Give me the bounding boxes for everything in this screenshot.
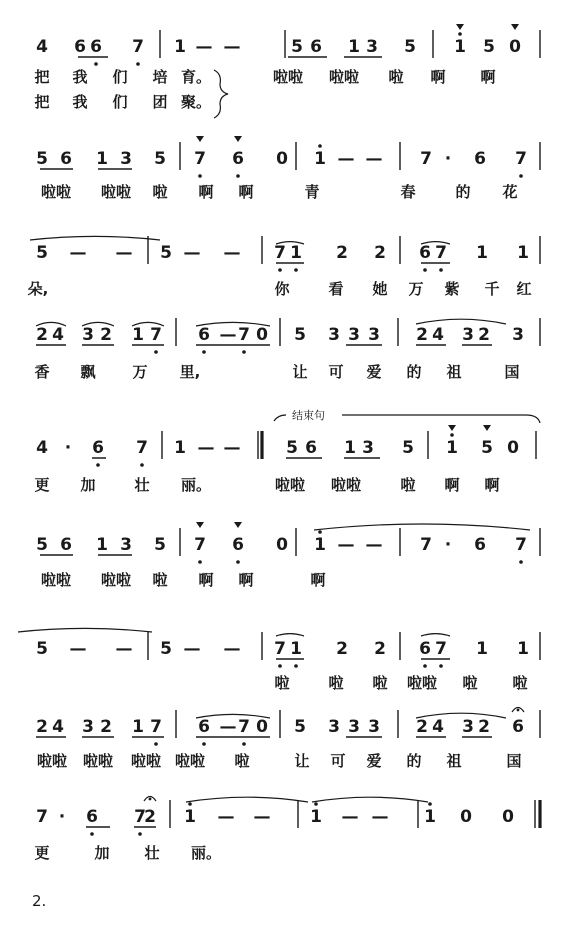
note: 3 xyxy=(368,717,380,737)
note: 0 xyxy=(276,149,288,169)
lyric-syllable: 培 xyxy=(152,68,168,86)
note: 4 xyxy=(432,325,444,345)
note: — xyxy=(183,639,201,659)
lyric-syllable: 国 xyxy=(504,363,520,381)
note: 6 xyxy=(232,149,244,169)
note: 3 xyxy=(82,325,94,345)
note: 5 xyxy=(404,37,416,57)
note: — xyxy=(195,37,213,57)
lyric-syllable: 啦啦 xyxy=(272,68,304,86)
score-system-6 xyxy=(36,522,540,589)
lyric-syllable: 们 xyxy=(112,68,128,86)
score-system-3 xyxy=(28,236,540,298)
note: 3 xyxy=(362,438,374,458)
note: 1 xyxy=(476,639,488,659)
note: — xyxy=(69,243,87,263)
note: 2 xyxy=(336,243,348,263)
note: · xyxy=(64,438,72,458)
lyric-syllable: 啊 xyxy=(310,571,326,589)
lyric-syllable: 啊 xyxy=(238,183,254,201)
lyric-syllable: 啦 xyxy=(152,571,168,589)
note: 6 xyxy=(60,149,72,169)
low-octave-dot xyxy=(154,350,158,354)
high-octave-dot xyxy=(428,802,432,806)
low-octave-dot xyxy=(154,742,158,746)
note: 1 xyxy=(314,149,326,169)
lyric-syllable: 壮 xyxy=(134,476,150,494)
lyric-syllable: 香 xyxy=(34,363,50,381)
note: 7 xyxy=(194,535,206,555)
note: 6 xyxy=(419,639,431,659)
low-octave-dot xyxy=(94,62,98,66)
lyric-syllable: 啦 xyxy=(372,674,388,692)
note: 2 xyxy=(374,639,386,659)
lyric-syllable: 壮 xyxy=(144,844,160,862)
accent-mark xyxy=(196,136,204,142)
lyric-syllable: 朵, xyxy=(27,280,49,298)
lyric-syllable: 你 xyxy=(274,280,290,298)
accent-mark xyxy=(234,136,242,142)
note: 1 xyxy=(290,243,302,263)
lyric-syllable: 啊 xyxy=(198,571,214,589)
note: 1 xyxy=(132,717,144,737)
note: 7 xyxy=(420,535,432,555)
note: — xyxy=(217,807,235,827)
label-bracket xyxy=(274,415,286,421)
note: 3 xyxy=(512,325,524,345)
note: 7 xyxy=(238,717,250,737)
lyric-syllable: 团 xyxy=(152,93,168,111)
note: 1 xyxy=(348,37,360,57)
note: 2 xyxy=(36,717,48,737)
note: 7 xyxy=(238,325,250,345)
note: 7 xyxy=(435,243,447,263)
note: 2 xyxy=(416,717,428,737)
note: 3 xyxy=(348,325,360,345)
lyric-syllable: 加 xyxy=(94,844,110,862)
note: 7 xyxy=(194,149,206,169)
note: 3 xyxy=(366,37,378,57)
note: 5 xyxy=(291,37,303,57)
lyric-syllable: 啦 xyxy=(234,752,250,770)
lyric-syllable: 春 xyxy=(400,183,416,201)
note: 3 xyxy=(348,717,360,737)
lyric-syllable: 聚。 xyxy=(180,93,212,111)
note: — xyxy=(115,639,133,659)
low-octave-dot xyxy=(90,832,94,836)
lyric-syllable: 万 xyxy=(408,280,424,298)
lyric-syllable: 红 xyxy=(516,280,532,298)
section-label: 结束句 xyxy=(292,409,325,422)
lyric-syllable: 丽。 xyxy=(180,476,212,494)
low-octave-dot xyxy=(242,350,246,354)
score-system-7 xyxy=(18,628,540,692)
note: — xyxy=(197,438,215,458)
lyric-syllable: 青 xyxy=(304,183,320,201)
note: 3 xyxy=(120,535,132,555)
note: — xyxy=(223,37,241,57)
note: 7 xyxy=(274,243,286,263)
note: 1 xyxy=(310,807,322,827)
note: 7 xyxy=(515,535,527,555)
note: 0 xyxy=(256,325,268,345)
note: — xyxy=(115,243,133,263)
note: 7 xyxy=(420,149,432,169)
lyric-syllable: 紫 xyxy=(444,280,460,298)
lyric-syllable: 万 xyxy=(132,363,148,381)
note: 2 xyxy=(416,325,428,345)
lyric-syllable: 她 xyxy=(372,280,388,298)
note: 2 xyxy=(100,325,112,345)
note: 3 xyxy=(120,149,132,169)
note: 6 xyxy=(474,149,486,169)
note: 5 xyxy=(286,438,298,458)
high-octave-dot xyxy=(450,433,454,437)
note: 6 xyxy=(198,325,210,345)
note: 6 xyxy=(310,37,322,57)
accent-mark xyxy=(483,425,491,431)
lyric-syllable: 啊 xyxy=(444,476,460,494)
low-octave-dot xyxy=(439,664,443,668)
note: 5 xyxy=(36,243,48,263)
note: · xyxy=(444,535,452,555)
note: 1 xyxy=(517,639,529,659)
accent-mark xyxy=(511,24,519,30)
note: 2 xyxy=(478,717,490,737)
note: 2 xyxy=(36,325,48,345)
lyric-syllable: 的 xyxy=(406,752,422,770)
note: — xyxy=(337,535,355,555)
lyric-syllable: 啦 xyxy=(512,674,528,692)
high-octave-dot xyxy=(318,530,322,534)
note: — xyxy=(219,717,237,737)
lyric-syllable: 的 xyxy=(406,363,422,381)
lyric-syllable: 啦啦 xyxy=(82,752,114,770)
lyric-syllable: 更 xyxy=(34,844,50,862)
fermata-dot xyxy=(517,709,520,712)
note: 7 xyxy=(435,639,447,659)
low-octave-dot xyxy=(294,268,298,272)
accent-mark xyxy=(456,24,464,30)
low-octave-dot xyxy=(236,174,240,178)
note: 1 xyxy=(476,243,488,263)
score-system-1 xyxy=(34,24,540,111)
lyric-syllable: 更 xyxy=(34,476,50,494)
note: 5 xyxy=(160,639,172,659)
score-system-4 xyxy=(34,318,540,381)
note: — xyxy=(183,243,201,263)
lyric-syllable: 啦啦 xyxy=(274,476,306,494)
note: 0 xyxy=(509,37,521,57)
note: — xyxy=(337,149,355,169)
note: 1 xyxy=(96,535,108,555)
note: 3 xyxy=(462,717,474,737)
low-octave-dot xyxy=(423,268,427,272)
note: 3 xyxy=(462,325,474,345)
lyric-syllable: 看 xyxy=(328,280,344,298)
lyric-syllable: 啦啦 xyxy=(406,674,438,692)
lyric-syllable: 祖 xyxy=(446,363,462,381)
note: 0 xyxy=(460,807,472,827)
note: 2 xyxy=(478,325,490,345)
low-octave-dot xyxy=(236,560,240,564)
note: 5 xyxy=(154,535,166,555)
note: 4 xyxy=(52,325,64,345)
accent-mark xyxy=(234,522,242,528)
low-octave-dot xyxy=(138,832,142,836)
low-octave-dot xyxy=(202,350,206,354)
note: 0 xyxy=(507,438,519,458)
lyric-syllable: 啦啦 xyxy=(174,752,206,770)
low-octave-dot xyxy=(198,560,202,564)
slur-arc xyxy=(416,319,506,324)
note: — xyxy=(223,438,241,458)
note: 6 xyxy=(74,37,86,57)
note: 6 xyxy=(86,807,98,827)
note: 5 xyxy=(36,535,48,555)
lyric-syllable: 啦啦 xyxy=(100,571,132,589)
note: · xyxy=(58,807,66,827)
lyric-syllable: 让 xyxy=(292,363,308,381)
slur-arc xyxy=(314,524,530,530)
note: — xyxy=(341,807,359,827)
note: 3 xyxy=(368,325,380,345)
note: 2 xyxy=(100,717,112,737)
page-number: 2. xyxy=(32,892,47,910)
low-octave-dot xyxy=(136,62,140,66)
note: 1 xyxy=(174,438,186,458)
low-octave-dot xyxy=(423,664,427,668)
accent-mark xyxy=(448,425,456,431)
slur-arc xyxy=(186,797,308,802)
slur-arc xyxy=(18,628,152,632)
note: 1 xyxy=(454,37,466,57)
low-octave-dot xyxy=(278,664,282,668)
lyric-syllable: 里, xyxy=(179,363,201,381)
lyric-syllable: 啊 xyxy=(238,571,254,589)
score-system-8 xyxy=(36,708,540,771)
lyric-syllable: 丽。 xyxy=(190,844,222,862)
slur-arc xyxy=(276,634,304,636)
lyric-syllable: 啦 xyxy=(152,183,168,201)
note: — xyxy=(223,639,241,659)
note: 6 xyxy=(60,535,72,555)
lyric-syllable: 爱 xyxy=(366,363,382,381)
note: 0 xyxy=(502,807,514,827)
lyric-syllable: 啦 xyxy=(400,476,416,494)
lyric-syllable: 啦啦 xyxy=(40,183,72,201)
note: 6 xyxy=(305,438,317,458)
high-octave-dot xyxy=(458,32,462,36)
note: — xyxy=(365,149,383,169)
lyric-syllable: 千 xyxy=(484,280,500,298)
lyric-syllable: 可 xyxy=(330,752,346,770)
label-bracket xyxy=(342,415,540,423)
note: 1 xyxy=(174,37,186,57)
note: 5 xyxy=(294,717,306,737)
lyric-syllable: 们 xyxy=(112,93,128,111)
note: 1 xyxy=(96,149,108,169)
note: 6 xyxy=(92,438,104,458)
low-octave-dot xyxy=(519,174,523,178)
note: 1 xyxy=(184,807,196,827)
note: 2 xyxy=(336,639,348,659)
lyric-syllable: 啦啦 xyxy=(40,571,72,589)
lyric-syllable: 我 xyxy=(72,93,88,111)
note: 3 xyxy=(82,717,94,737)
note: 7 xyxy=(132,37,144,57)
fermata-dot xyxy=(149,798,152,801)
note: 6 xyxy=(232,535,244,555)
lyric-syllable: 啊 xyxy=(484,476,500,494)
note: 7 xyxy=(515,149,527,169)
note: 4 xyxy=(432,717,444,737)
lyric-syllable: 啦啦 xyxy=(330,476,362,494)
low-octave-dot xyxy=(140,463,144,467)
low-octave-dot xyxy=(439,268,443,272)
score-system-9 xyxy=(34,797,540,863)
lyric-syllable: 啊 xyxy=(198,183,214,201)
note: 5 xyxy=(154,149,166,169)
note: 7 xyxy=(150,325,162,345)
lyric-syllable: 啦 xyxy=(462,674,478,692)
lyric-syllable: 加 xyxy=(80,476,96,494)
note: 3 xyxy=(328,325,340,345)
lyric-syllable: 飘 xyxy=(80,363,96,381)
note: 6 xyxy=(512,717,524,737)
low-octave-dot xyxy=(294,664,298,668)
note: 0 xyxy=(256,717,268,737)
note: 1 xyxy=(446,438,458,458)
high-octave-dot xyxy=(318,144,322,148)
lyric-syllable: 啦 xyxy=(328,674,344,692)
note: 3 xyxy=(328,717,340,737)
score-system-5 xyxy=(34,408,540,494)
note: 7 xyxy=(274,639,286,659)
high-octave-dot xyxy=(314,802,318,806)
lyric-syllable: 花 xyxy=(502,183,518,201)
lyric-syllable: 啦啦 xyxy=(130,752,162,770)
note: 4 xyxy=(36,438,48,458)
note: 6 xyxy=(419,243,431,263)
note: 5 xyxy=(36,149,48,169)
note: 5 xyxy=(36,639,48,659)
note: 1 xyxy=(344,438,356,458)
lyric-syllable: 把 xyxy=(34,93,50,111)
note: 7 xyxy=(134,807,146,827)
slur-arc xyxy=(416,713,506,718)
note: 5 xyxy=(160,243,172,263)
note: · xyxy=(444,149,452,169)
note: 1 xyxy=(517,243,529,263)
note: 4 xyxy=(52,717,64,737)
lyric-syllable: 爱 xyxy=(366,752,382,770)
note: 5 xyxy=(294,325,306,345)
note: 6 xyxy=(474,535,486,555)
note: 7 xyxy=(136,438,148,458)
lyric-syllable: 啊 xyxy=(480,68,496,86)
note: 5 xyxy=(402,438,414,458)
slur-arc xyxy=(30,236,160,240)
note: 2 xyxy=(144,807,156,827)
low-octave-dot xyxy=(242,742,246,746)
slur-arc xyxy=(312,797,428,802)
low-octave-dot xyxy=(96,463,100,467)
note: 6 xyxy=(90,37,102,57)
low-octave-dot xyxy=(198,174,202,178)
note: 2 xyxy=(374,243,386,263)
note: 1 xyxy=(132,325,144,345)
lyric-syllable: 啦啦 xyxy=(100,183,132,201)
lyric-syllable: 啦啦 xyxy=(328,68,360,86)
note: 7 xyxy=(150,717,162,737)
high-octave-dot xyxy=(188,802,192,806)
score-system-2 xyxy=(36,136,540,201)
low-octave-dot xyxy=(519,560,523,564)
lyric-syllable: 祖 xyxy=(446,752,462,770)
note: 1 xyxy=(314,535,326,555)
lyric-brace xyxy=(214,70,228,118)
accent-mark xyxy=(196,522,204,528)
lyric-syllable: 啦 xyxy=(274,674,290,692)
note: — xyxy=(365,535,383,555)
low-octave-dot xyxy=(278,268,282,272)
lyric-syllable: 我 xyxy=(72,68,88,86)
note: 5 xyxy=(483,37,495,57)
lyric-syllable: 可 xyxy=(328,363,344,381)
note: — xyxy=(253,807,271,827)
note: — xyxy=(223,243,241,263)
slur-arc xyxy=(421,634,450,636)
note: 6 xyxy=(198,717,210,737)
lyric-syllable: 的 xyxy=(455,183,471,201)
note: 1 xyxy=(424,807,436,827)
note: 0 xyxy=(276,535,288,555)
lyric-syllable: 国 xyxy=(506,752,522,770)
lyric-syllable: 让 xyxy=(294,752,310,770)
lyric-syllable: 把 xyxy=(34,68,50,86)
lyric-syllable: 啦啦 xyxy=(36,752,68,770)
note: — xyxy=(371,807,389,827)
note: 7 xyxy=(36,807,48,827)
note: — xyxy=(69,639,87,659)
low-octave-dot xyxy=(202,742,206,746)
lyric-syllable: 啦 xyxy=(388,68,404,86)
note: 4 xyxy=(36,37,48,57)
note: 5 xyxy=(481,438,493,458)
lyric-syllable: 啊 xyxy=(430,68,446,86)
note: — xyxy=(219,325,237,345)
note: 1 xyxy=(290,639,302,659)
lyric-syllable: 育。 xyxy=(180,68,212,86)
